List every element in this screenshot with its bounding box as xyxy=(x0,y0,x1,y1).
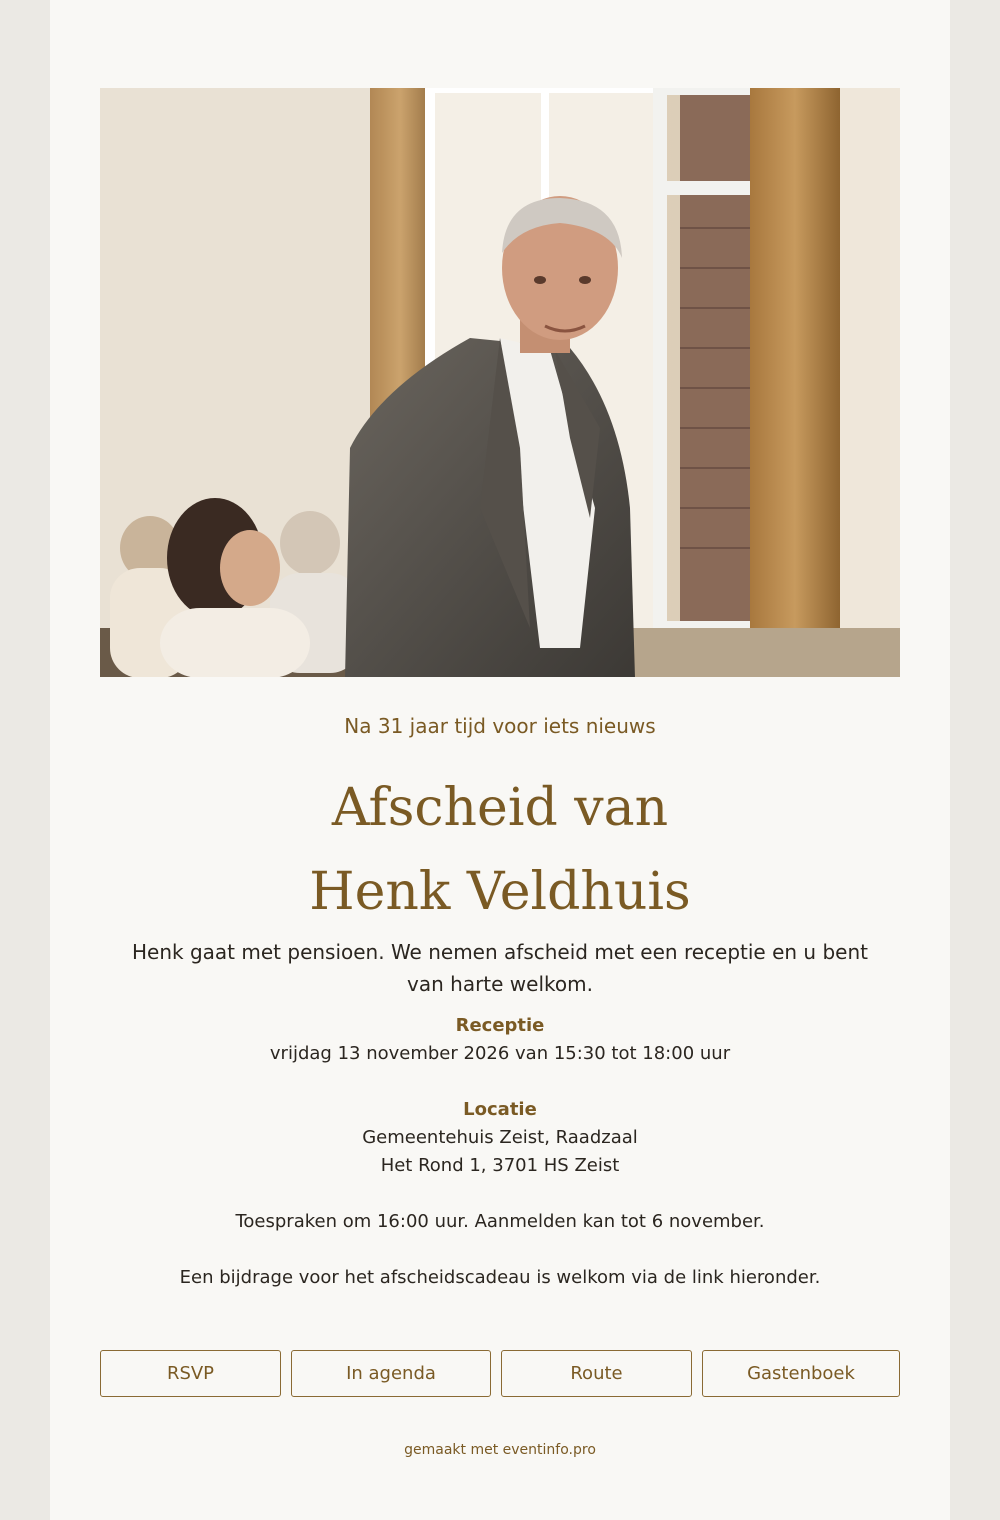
guestbook-button[interactable]: Gastenboek xyxy=(702,1350,900,1397)
footer-credit-link[interactable]: gemaakt met eventinfo.pro xyxy=(404,1442,596,1458)
location-section xyxy=(50,1096,950,1180)
hero-photo xyxy=(100,88,900,677)
location-address: Het Rond 1, 3701 HS Zeist xyxy=(380,1155,620,1176)
add-to-agenda-button[interactable]: In agenda xyxy=(291,1350,491,1397)
rsvp-button[interactable]: RSVP xyxy=(100,1350,281,1397)
location-venue: Gemeentehuis Zeist, Raadzaal xyxy=(362,1127,638,1148)
event-title xyxy=(50,766,950,934)
speeches-note: Toespraken om 16:00 uur. Aanmelden kan tot 6 november. xyxy=(235,1211,765,1232)
event-title-line1: Afscheid van xyxy=(331,778,669,838)
event-tagline: Na 31 jaar tijd voor iets nieuws xyxy=(344,714,656,738)
location-heading: Locatie xyxy=(463,1099,537,1120)
reception-datetime: vrijdag 13 november 2026 van 15:30 tot 18:00 uur xyxy=(269,1043,731,1064)
action-buttons xyxy=(100,1350,900,1397)
contribution-note: Een bijdrage voor het afscheidscadeau is welkom via de link hieronder. xyxy=(179,1267,821,1288)
route-button[interactable]: Route xyxy=(501,1350,692,1397)
reception-section xyxy=(50,1012,950,1068)
invitation-card xyxy=(50,0,950,1520)
event-title-line2: Henk Veldhuis xyxy=(309,862,691,922)
event-intro: Henk gaat met pensioen. We nemen afscheid met een receptie en u bent van harte welkom. xyxy=(132,940,868,996)
reception-heading: Receptie xyxy=(455,1015,545,1036)
